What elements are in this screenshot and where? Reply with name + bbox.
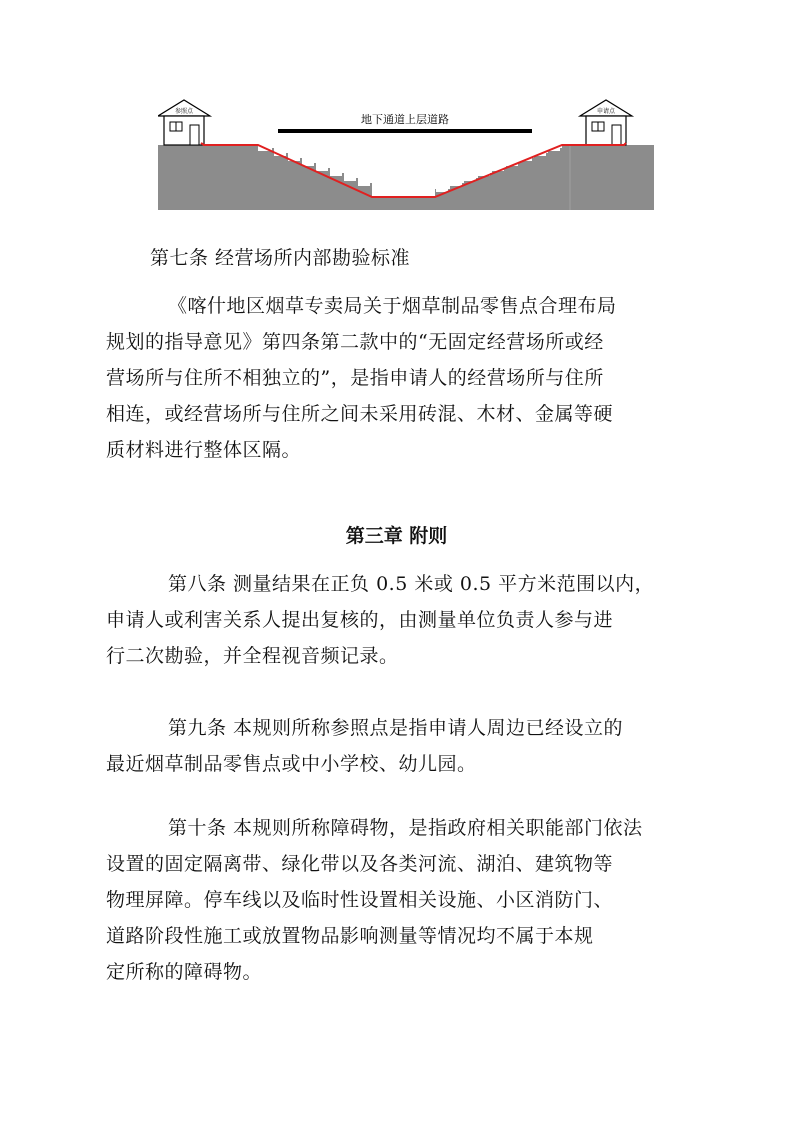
article10-body	[106, 810, 686, 990]
chapter3-heading: 第三章 附则	[345, 525, 448, 547]
article7-body	[106, 288, 686, 468]
road-label: 地下通道上层道路	[361, 113, 449, 126]
right-house-label: 申请点	[596, 108, 616, 115]
article7-line-5: 质材料进行整体区隔。	[106, 439, 302, 461]
article8-line-2: 申请人或利害关系人提出复核的，由测量单位负责人参与进	[106, 609, 614, 631]
article10-line-5: 定所称的障碍物。	[106, 961, 263, 983]
article7-line-2: 规划的指导意见》第四条第二款中的“无固定经营场所或经	[106, 331, 604, 353]
article10-line-4: 道路阶段性施工或放置物品影响测量等情况均不属于本规	[106, 925, 594, 947]
left-house-label: 参照点	[174, 108, 194, 115]
article8-line-1: 第八条 测量结果在正负 0.5 米或 0.5 平方米范围以内，	[168, 573, 655, 595]
article8-body	[106, 566, 686, 674]
article10-line-1: 第十条 本规则所称障碍物，是指政府相关职能部门依法	[168, 817, 643, 839]
article9-line-1: 第九条 本规则所称参照点是指申请人周边已经设立的	[168, 717, 624, 739]
left-house	[158, 100, 210, 145]
article7-line-1: 《喀什地区烟草专卖局关于烟草制品零售点合理布局	[168, 295, 617, 317]
article7-line-4: 相连，或经营场所与住所之间未采用砖混、木材、金属等硬	[106, 403, 614, 425]
article9-line-2: 最近烟草制品零售点或中小学校、幼儿园。	[106, 753, 477, 775]
underpass-diagram	[158, 98, 654, 210]
ground-section	[158, 145, 654, 210]
article7-title: 第七条 经营场所内部勘验标准	[150, 247, 411, 269]
right-house	[580, 100, 632, 145]
article9-body	[106, 710, 686, 782]
article10-line-3: 物理屏障。停车线以及临时性设置相关设施、小区消防门、	[106, 889, 614, 911]
article10-line-2: 设置的固定隔离带、绿化带以及各类河流、湖泊、建筑物等	[106, 853, 614, 875]
article7-line-3: 营场所与住所不相独立的”，是指申请人的经营场所与住所	[106, 367, 604, 389]
article8-line-3: 行二次勘验，并全程视音频记录。	[106, 645, 399, 667]
